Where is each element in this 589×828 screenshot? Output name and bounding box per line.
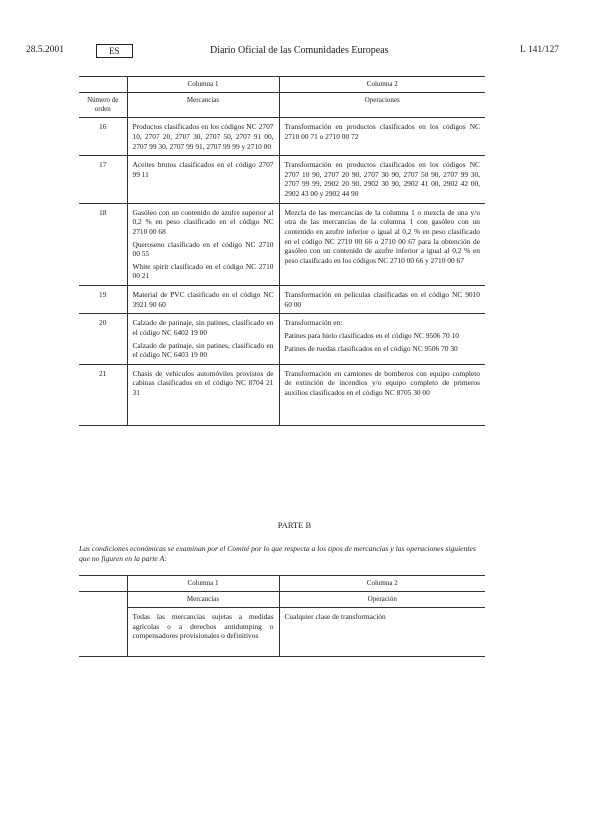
- goods-cell: [127, 364, 279, 425]
- table-a-header-row-1: [79, 77, 485, 93]
- operations-paragraph: Transformación en productos clasificados en los códigos NC 2707 10 90, 2707 20 90, 2707 30 90, 2707 50 90, 2707 99 30, 2707 99 99, 2902 20 90, 2902 30 90, 2902 41 00, 2902 42 00, 2902 43 00 y 2902 44 90: [284, 160, 480, 199]
- operations-cell: [279, 203, 485, 285]
- goods-cell: [127, 286, 279, 314]
- table-a-row: [79, 314, 485, 365]
- table-b-ops-cell: Cualquier clase de transformación: [284, 612, 386, 622]
- order-number-cell: 20: [79, 314, 127, 365]
- table-a-header-empty: [79, 77, 127, 93]
- part-b-intro: Las condiciones económicas se examinan por el Comité por lo que respecta a los tipos de mercancías y las operaciones siguientes que no figuren en la parte A:: [79, 544, 476, 564]
- table-b-header-empty: [79, 576, 127, 592]
- table-b-col1-header: Columna 1: [127, 576, 279, 592]
- order-number-cell: 18: [79, 203, 127, 285]
- order-number-cell: 17: [79, 156, 127, 204]
- goods-paragraph: Aceites brutos clasificados en el código 2707 99 11: [132, 160, 274, 179]
- table-a-col2-header: Columna 2: [279, 77, 485, 93]
- table-b-header-row-1: [79, 576, 485, 592]
- goods-cell: [127, 118, 279, 156]
- table-b-goods-cell: Todas las mercancías sujetas a medidas agrícolas o a derechos antidumping o compensadores provisionales o definitivos: [127, 608, 279, 657]
- operations-paragraph: Patines de ruedas clasificados en el código NC 9506 70 30: [284, 343, 458, 353]
- table-part-b: [79, 575, 485, 657]
- goods-cell: [127, 203, 279, 285]
- table-a-row: [79, 156, 485, 204]
- operations-paragraph: Mezcla de las mercancías de la columna 1 o mezcla de una y/u otra de las mercancías de la columna 1 con gasóleo con un contenido en azufre inferior o igual al 0,2 % en peso clasificado en el código NC 2710 00 66 o 2710 00 67 para la obtención de gasóleo con un contenido de azufre inferior a igual al 0,2 % en peso clasificado en los códigos NC 2710 00 66 y 2710 00 67: [284, 207, 480, 265]
- goods-cell: [127, 314, 279, 365]
- goods-paragraph: Calzado de patinaje, sin patines, clasificado en el código NC 6402 19 00: [132, 318, 274, 337]
- table-b-goods-header: Mercancías: [127, 592, 279, 608]
- table-a-order-header: Número de orden: [79, 93, 127, 118]
- goods-paragraph: Material de PVC clasificado en el código NC 3921 90 60: [132, 290, 274, 309]
- order-number-cell: 19: [79, 286, 127, 314]
- table-a-row: [79, 286, 485, 314]
- header-date: 28.5.2001: [26, 45, 64, 55]
- table-a-row: [79, 118, 485, 156]
- goods-paragraph: Gasóleo con un contenido de azufre superior al 0,2 % en peso clasificado en el código NC 2710 00 68: [132, 207, 274, 236]
- operations-cell: [279, 156, 485, 204]
- operations-cell: [279, 364, 485, 425]
- goods-paragraph: Chasis de vehículos automóviles provistos de cabinas clasificados en el código NC 8704 21 31: [132, 368, 274, 398]
- table-b-row-empty: [79, 608, 127, 657]
- table-a-row: [79, 364, 485, 425]
- operations-cell: [279, 286, 485, 314]
- operations-paragraph: Transformación en:: [284, 318, 343, 328]
- operations-paragraph: Patines para hielo clasificados en el código NC 9506 70 10: [284, 330, 459, 340]
- table-b-row: [79, 608, 485, 657]
- header-journal-title: Diario Oficial de las Comunidades Europeas: [210, 45, 389, 56]
- table-a-goods-header: Mercancías: [127, 93, 279, 118]
- table-a-header-row-2: [79, 93, 485, 118]
- goods-cell: [127, 156, 279, 204]
- table-part-a: [79, 76, 485, 426]
- table-b-col2-header: Columna 2: [279, 576, 485, 592]
- operations-cell: [279, 118, 485, 156]
- table-b-header-row-2: [79, 592, 485, 608]
- table-b-ops-header: Operación: [279, 592, 485, 608]
- order-number-cell: 21: [79, 364, 127, 425]
- table-a-ops-header: Operaciones: [279, 93, 485, 118]
- header-language-box: ES: [96, 44, 133, 58]
- part-b-title: PARTE B: [277, 520, 312, 530]
- operations-paragraph: Transformación en productos clasificados en los códigos NC 2710 00 71 o 2710 00 72: [284, 122, 480, 141]
- table-b-header-empty-2: [79, 592, 127, 608]
- operations-paragraph: Transformación en películas clasificadas en el código NC 9010 60 00: [284, 290, 480, 309]
- goods-paragraph: Productos clasificados en los códigos NC 2707 10, 2707 20, 2707 30, 2707 50, 2707 91 00, 2707 99 30, 2707 99 91, 2707 99 99 y 2710 00: [132, 122, 274, 151]
- goods-paragraph: Queroseno clasificado en el código NC 2710 00 55: [132, 239, 274, 259]
- page-header: [26, 44, 559, 60]
- goods-paragraph: White spirit clasificado en el código NC 2710 00 21: [132, 261, 274, 281]
- header-page-number: L 141/127: [520, 45, 559, 55]
- table-a-col1-header: Columna 1: [127, 77, 279, 93]
- table-a-row: [79, 203, 485, 285]
- order-number-cell: 16: [79, 118, 127, 156]
- operations-paragraph: Transformación en camiones de bomberos con equipo completo de extinción de incendios y/o equipo completo de primeros auxilios clasificados en el código NC 8705 30 00: [284, 368, 480, 398]
- operations-cell: [279, 314, 485, 365]
- goods-paragraph: Calzado de patinaje, sin patines, clasificado en el código NC 6403 19 00: [132, 340, 274, 360]
